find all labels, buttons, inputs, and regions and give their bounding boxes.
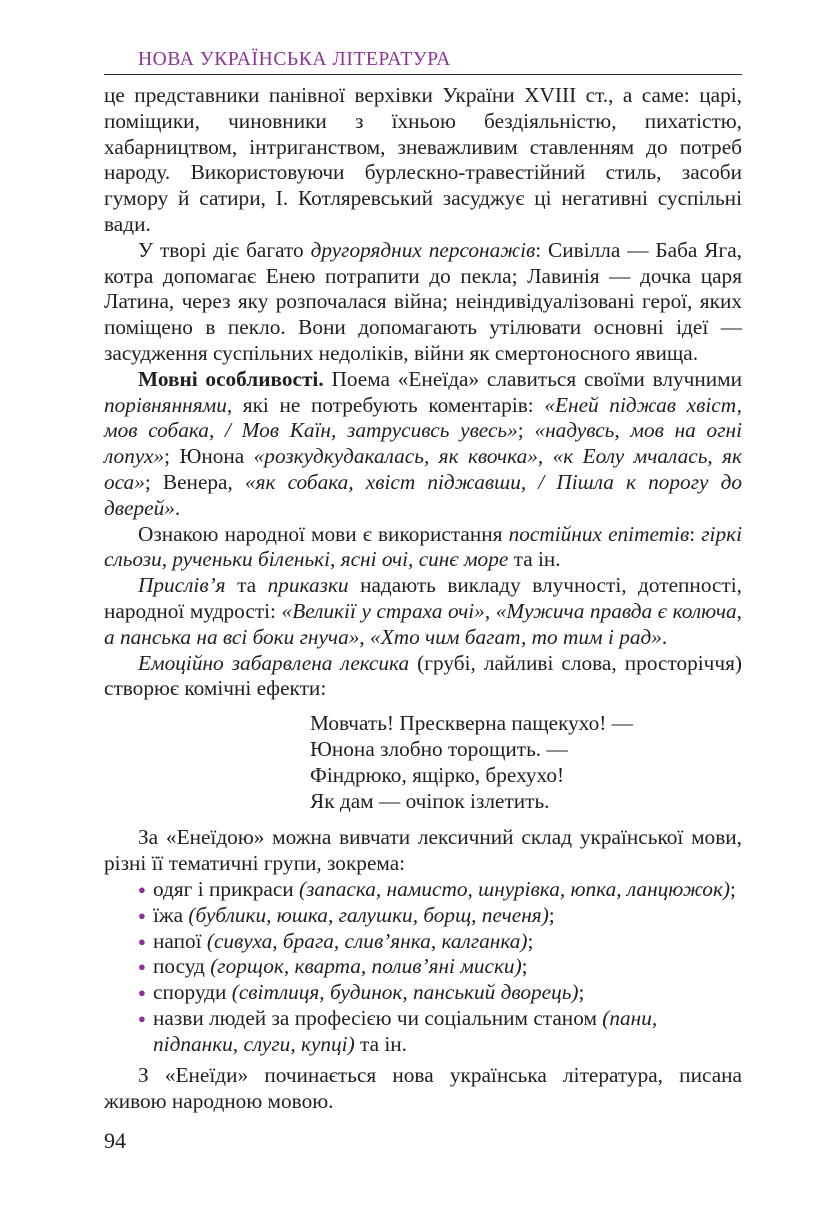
paragraph-language-features: Мовні особливості. Поема «Енеїда» славиться своїми влучними порівняннями, які не потребують коментарів: «Еней піджав хвіст, мов собака, / Мов Каїн, затрусивсь увесь»; «надувсь, мов на огні лопух»; Юнона «розкудкудакалась, як квочка», «к Еолу мчалась, як оса»; Венера, «як собака, хвіст піджавши, / Пішла к порогу до дверей». [104,366,743,520]
paragraph-conclusion: З «Енеїди» починається нова українська література, писана живою народною мовою. [104,1063,742,1114]
poem-quote [310,711,742,814]
paragraph-proverbs: Прислів’я та приказки надають викладу влучності, дотепності, народної мудрості: «Великії у страха очі», «Мужича правда є колюча, а панська на всі боки гнуча», «Хто чим багат, то тим і рад». [104,573,743,649]
paragraph-continuation: це представники панівної верхівки України XVIII ст., а саме: царі, поміщики, чиновники з їхньою бездіяльністю, пихатістю, хабарництвом, інтриганством, зневажливим ставленням до потреб народу. Використовуючи бурлескно-травестійний стиль, засоби гумору й сатири, І. Котляревський засуджує ці негативні суспільні вади. [104,83,742,236]
paragraph-emotional-lexicon: Емоційно забарвлена лексика (грубі, лайливі слова, просторіччя) створює комічні ефекти: [104,650,742,701]
paragraph-secondary-characters: У творі діє багато другорядних персонажів: Сивілла — Баба Яга, котра допомагає Енею потрапити до пекла; Лавинія — дочка царя Латина, через яку розпочалася війна; неіндивідуалізовані герої, яких поміщено в пекло. Вони допомагають утілювати основні ідеї — засудження суспільних недоліків, війни як смертоносного явища. [104,237,742,365]
paragraph-vocabulary-groups: За «Енеїдою» можна вивчати лексичний склад української мови, різні її тематичні групи, зокрема: [104,825,742,876]
poem-line: Як дам — очіпок ізлетить. [310,788,550,813]
list-item: ● споруди (світлиця, будинок, панський дворець); [138,980,742,1006]
poem-line: Мовчать! Прескверна пащекухо! — [310,711,633,736]
list-item: ● назви людей за професією чи соціальним станом (пани, підпанки, слуги, купці) та ін. [138,1006,742,1058]
poem-line: Юнона злобно торощить. — [310,736,568,761]
header-title: НОВА УКРАЇНСЬКА ЛІТЕРАТУРА [138,49,451,70]
list-item: ● напої (сивуха, брага, слив’янка, калганка); [138,929,742,955]
list-item: ● одяг і прикраси (запаска, намисто, шнурівка, юпка, ланцюжок); [138,877,742,903]
page-content [104,83,742,1115]
vocabulary-list [104,877,742,1058]
running-header [104,44,742,75]
page-number: 94 [104,1128,126,1153]
paragraph-epithets: Ознакою народної мови є використання постійних епітетів: гіркі сльози, рученьки біленькі, ясні очі, синє море та ін. [104,521,742,572]
poem-line: Фіндрюко, ящірко, брехухо! [310,762,565,787]
list-item: ● посуд (горщок, кварта, полив’яні миски); [138,954,742,980]
list-item: ● їжа (бублики, юшка, галушки, борщ, печеня); [138,903,742,929]
